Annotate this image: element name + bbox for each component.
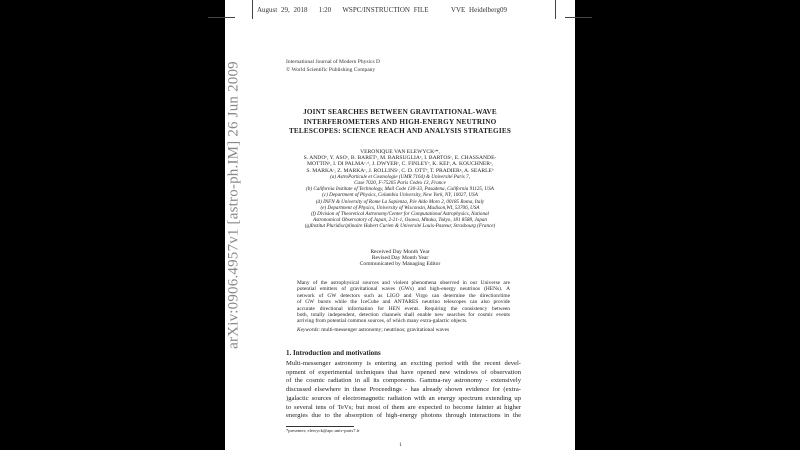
- abstract-line: accurate directional information for HEN events. Requiring the consistency between: [297, 305, 510, 312]
- affiliation: Case 7020, F-75205 Paris Cedex 13, France: [354, 180, 446, 187]
- abstract-line: Many of the astrophysical sources and violent phenomena observed in our Universe are: [297, 280, 510, 286]
- communicated-line: Communicated by Managing Editor: [359, 261, 441, 268]
- header-time: 1:20: [318, 6, 332, 14]
- abstract-line: arriving from potential common sources, of which many extra-galactic objects.: [297, 318, 468, 325]
- copyright: © World Scientific Publishing Company: [286, 67, 376, 73]
- body-line: Multi-messenger astronomy is entering an exciting period with the recent devel-: [286, 360, 521, 367]
- footnote: *presenter; elewyck@apc.univ-paris7.fr: [286, 428, 360, 433]
- body-text: [286, 360, 521, 421]
- affiliation: Astronomical Observatory of Japan, 2-21-1, Osawa, Mitaka, Tokyo, 181 8588, Japan: [313, 217, 487, 224]
- section-heading: 1. Introduction and motivations: [286, 349, 381, 357]
- abstract-line: both, totally independent, detection channels shall enable new searches for cosmic events: [297, 312, 510, 319]
- title-line: INTERFEROMETERS AND HIGH-ENERGY NEUTRINO: [303, 117, 497, 126]
- title-line: JOINT SEARCHES BETWEEN GRAVITATIONAL-WAVE: [303, 108, 497, 116]
- affiliation: (b) California Institute of Technology, Mail Code 130-33, Pasadena, California 91125, USA: [306, 186, 494, 193]
- body-line: to several tens of TeVs; but most of them are expected to become fainter at higher: [286, 403, 521, 411]
- crop-mark: [252, 0, 253, 19]
- running-header: [257, 6, 507, 14]
- crop-mark: [565, 17, 592, 18]
- keywords-label: Keywords: [297, 327, 319, 333]
- crop-mark: [208, 17, 235, 18]
- title-line: TELESCOPES: SCIENCE REACH AND ANALYSIS STRATEGIES: [288, 127, 512, 135]
- authors-block: [245, 149, 555, 230]
- body-line: of the cosmic radiation in all its components. Gamma-ray astronomy - extensively: [286, 377, 521, 385]
- affiliation: (a) AstroParticule et Cosmologie (UMR 7164) & Université Paris 7,: [330, 173, 470, 180]
- author-line: MOTTINᵃ, I. DI PALMAᶜ˒ᵈ, J. DWYERᶜ, C. FINLEYᵉ, K. KEIᶠ, A. KOUCHNERᵃ,: [307, 161, 493, 168]
- keywords-text: : multi-messenger astronomy; neutrinos; gravitational waves: [318, 327, 450, 333]
- affiliation: (g)Institut Pluridisciplinaire Hubert Curien & Université Louis-Pasteur, Strasbourg (France): [304, 223, 496, 230]
- abstract-line: network of GW detectors such as LIGO and Virgo can determine the direction/time: [297, 292, 510, 299]
- paper-title: [225, 108, 575, 137]
- paper-page: [225, 0, 575, 450]
- body-line: energies due to the absorption of high-energy photons through interactions in the: [286, 412, 521, 420]
- footnote-rule: [286, 426, 354, 427]
- journal-info: [286, 58, 380, 74]
- affiliation: (f) Division of Theoretical Astronomy/Center for Computational Astrophysics, National: [311, 211, 489, 218]
- received-dates: [225, 249, 575, 268]
- header-file: WSPC/INSTRUCTION FILE: [342, 6, 429, 14]
- header-date: August 29, 2018: [257, 6, 308, 14]
- abstract: [297, 280, 510, 325]
- crop-mark: [555, 0, 556, 19]
- body-line: discussed elsewhere in these Proceedings - has already shown evidence for (extra-: [286, 386, 521, 394]
- author-line: S. ANDOᵇ, Y. ASOᶜ, B. BARETᵃ, M. BARSUGLIAᵃ, I. BARTOSᶜ, E. CHASSANDE-: [303, 155, 497, 162]
- author-line: S. MARKAᶜ, Z. MARKAᶜ, J. ROLLINSᶜ, C. D. OTTᵇ, T. PRADIERᵍ, A. SEARLEᵇ: [306, 167, 494, 174]
- arxiv-stamp: arXiv:0906.4957v1 [astro-ph.IM] 26 Jun 2009: [225, 61, 242, 349]
- affiliation: (c) Department of Physics, Columbia University, New York, NY, 10027, USA: [322, 192, 478, 199]
- affiliation: (d) INFN & University of Rome La Sapienza, P.le Aldo Moro 2, 00185 Roma, Italy: [315, 198, 485, 205]
- body-line: opment of experimental techniques that have opened new windows of observation: [286, 368, 521, 376]
- abstract-line: potential emitters of gravitational waves (GWs) and high-energy neutrinos (HENs). A: [297, 286, 510, 293]
- received-line: Received Day Month Year: [370, 249, 430, 255]
- revised-line: Revised Day Month Year: [371, 255, 429, 262]
- affiliation: (e) Department of Physics, University of Wisconsin, Madison,WI, 53706, USA: [320, 204, 480, 211]
- author-line: VERONIQUE VAN ELEWYCKᵃ*,: [360, 149, 440, 155]
- page-number: 1: [399, 442, 402, 448]
- header-name: VVE Heidelberg09: [450, 6, 507, 14]
- journal-name: International Journal of Modern Physics D: [286, 59, 380, 65]
- body-line: )galactic sources of electromagnetic radiation with an energy spectrum extending up: [286, 394, 521, 402]
- abstract-line: of GW bursts while the IceCube and ANTARES neutrino telescopes can also provide: [297, 299, 510, 306]
- keywords: [297, 327, 449, 333]
